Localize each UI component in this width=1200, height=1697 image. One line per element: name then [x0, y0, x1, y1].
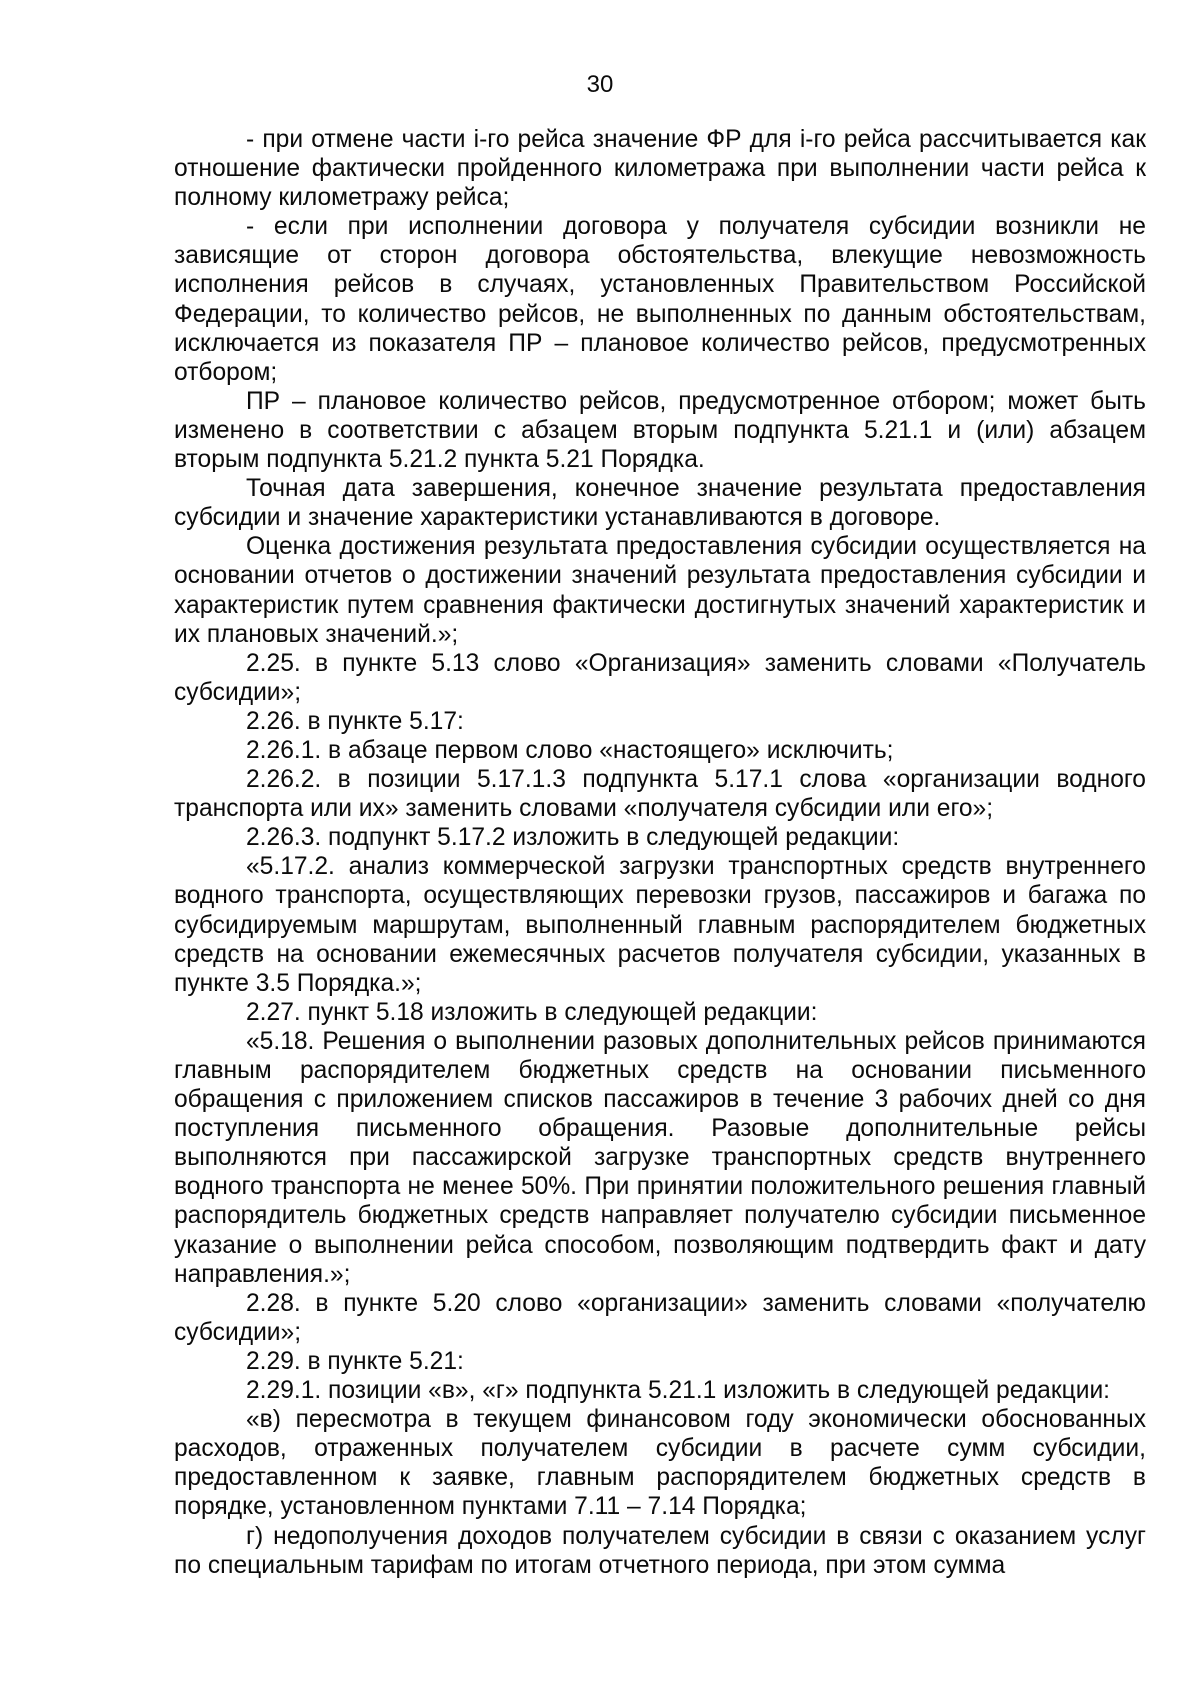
paragraph-item-2-27: 2.27. пункт 5.18 изложить в следующей редакции:: [246, 998, 818, 1026]
paragraph-item-2-26-3: 2.26.3. подпункт 5.17.2 изложить в следующей редакции:: [246, 824, 900, 852]
paragraph-item-2-29: 2.29. в пункте 5.21:: [246, 1347, 464, 1375]
paragraph-completion-date: Точная дата завершения, конечное значение результата предоставления субсидии и значение характеристики устанавливаются в договоре.: [174, 475, 1146, 532]
paragraph-item-2-26-2: 2.26.2. в позиции 5.17.1.3 подпункта 5.17.1 слова «организации водного транспорта или их» заменить словами «получателя субсидии или его»;: [174, 766, 1146, 823]
page-number: 30: [586, 71, 614, 98]
paragraph-item-g: г) недополучения доходов получателем субсидии в связи с оказанием услуг по специальным тарифам по итогам отчетного периода, при этом сумма: [174, 1522, 1146, 1579]
paragraph-fr-partial-trip: - при отмене части i-го рейса значение ФР для i-го рейса рассчитывается как отношение фактически пройденного километража при выполнении части рейса к полному километражу рейса;: [174, 126, 1146, 212]
paragraph-item-2-26-1: 2.26.1. в абзаце первом слово «настоящего» исключить;: [246, 736, 894, 764]
paragraph-quote-5-18: «5.18. Решения о выполнении разовых дополнительных рейсов принимаются главным распорядителем бюджетных средств на основании письменного обращения с приложением списков пассажиров в течение 3 рабочих дней со дня поступления письменного обращения. Разовые дополнительные рейсы выполняются при пассажирской загрузке транспортных средств внутреннего водного транспорта не менее 50%. При принятии положительного решения главный распорядитель бюджетных средств направляет получателю субсидии письменное указание о выполнении рейса способом, позволяющим подтвердить факт и дату направления.»;: [174, 1027, 1146, 1288]
paragraph-item-2-28: 2.28. в пункте 5.20 слово «организации» заменить словами «получателю субсидии»;: [174, 1289, 1146, 1346]
page-body: [174, 125, 1146, 1580]
paragraph-quote-item-v: «в) пересмотра в текущем финансовом году экономически обоснованных расходов, отраженных получателем субсидии в расчете сумм субсидии, предоставленном к заявке, главным распорядителем бюджетных средств в порядке, установленном пунктами 7.11 – 7.14 Порядка;: [174, 1406, 1146, 1521]
paragraph-pr-definition: ПР – плановое количество рейсов, предусмотренное отбором; может быть изменено в соответствии с абзацем вторым подпункта 5.21.1 и (или) абзацем вторым подпункта 5.21.2 пункта 5.21 Порядка.: [174, 387, 1146, 474]
paragraph-result-assessment: Оценка достижения результата предоставления субсидии осуществляется на основании отчетов о достижении значений результата предоставления субсидии и характеристик путем сравнения фактически достигнутых значений характеристик и их плановых значений.»;: [174, 533, 1146, 648]
paragraph-item-2-25: 2.25. в пункте 5.13 слово «Организация» заменить словами «Получатель субсидии»;: [174, 649, 1146, 706]
paragraph-quote-5-17-2: «5.17.2. анализ коммерческой загрузки транспортных средств внутреннего водного транспорта, осуществляющих перевозки грузов, пассажиров и багажа по субсидируемым маршрутам, выполненный главным распорядителем бюджетных средств на основании ежемесячных расчетов получателя субсидии, указанных в пункте 3.5 Порядка.»;: [174, 853, 1146, 997]
paragraph-force-majeure: - если при исполнении договора у получателя субсидии возникли не зависящие от сторон договора обстоятельства, влекущие невозможность исполнения рейсов в случаях, установленных Правительством Российской Федерации, то количество рейсов, не выполненных по данным обстоятельствам, исключается из показателя ПР – плановое количество рейсов, предусмотренных отбором;: [174, 213, 1146, 386]
paragraph-item-2-26: 2.26. в пункте 5.17:: [246, 707, 464, 735]
paragraph-item-2-29-1: 2.29.1. позиции «в», «г» подпункта 5.21.1 изложить в следующей редакции:: [246, 1377, 1111, 1405]
